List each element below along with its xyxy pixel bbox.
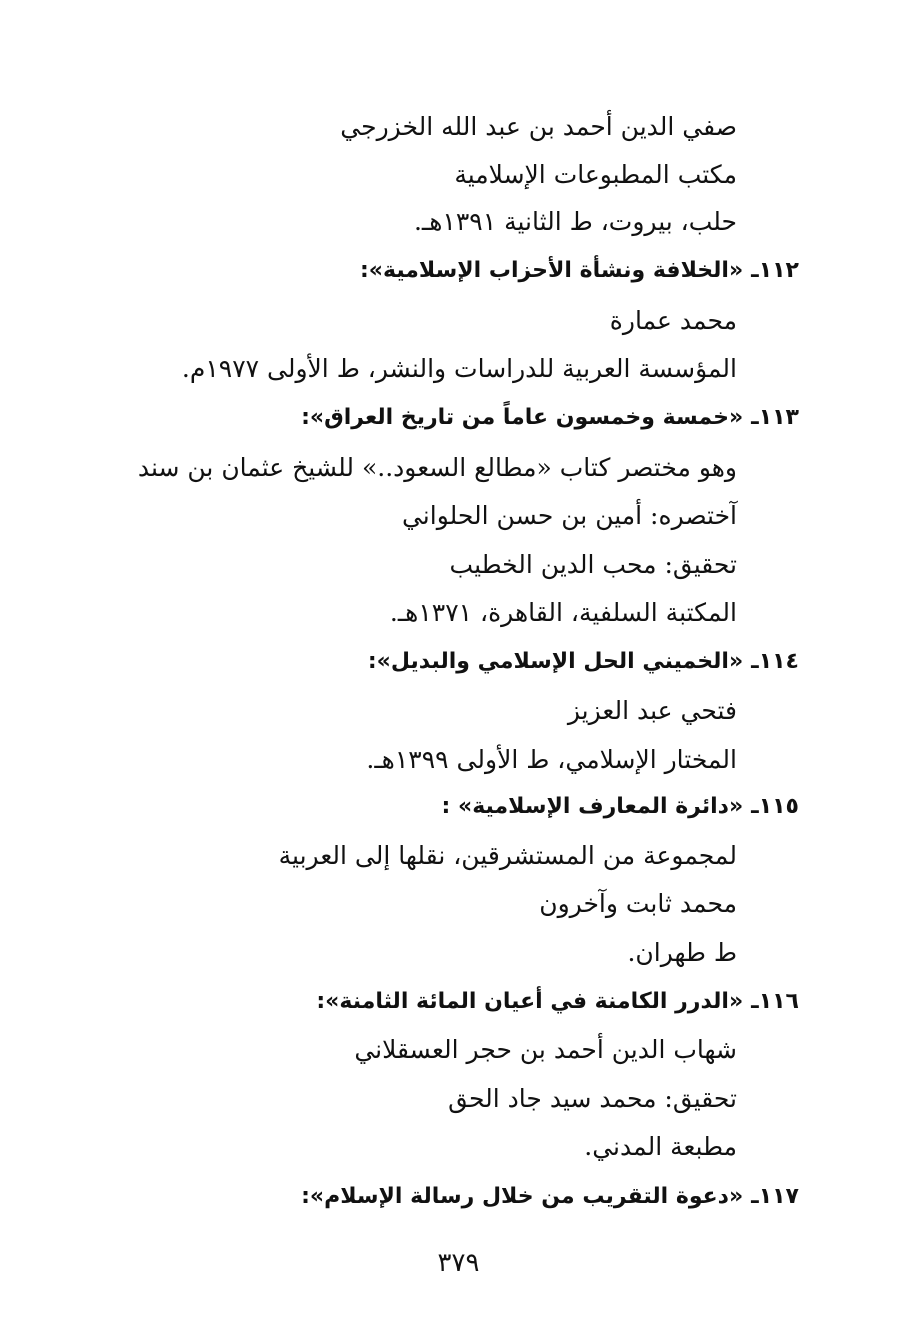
publisher-line: المختار الإسلامي، ط الأولى ١٣٩٩هـ. <box>366 745 737 774</box>
author-line: شهاب الدين أحمد بن حجر العسقلاني <box>354 1035 737 1064</box>
abridger-line: آختصره: أمين بن حسن الحلواني <box>401 501 737 530</box>
publisher-line: المكتبة السلفية، القاهرة، ١٣٧١هـ. <box>389 598 737 627</box>
entry-number: ١١٧ـ <box>751 1184 799 1209</box>
entry-112-title: ١١٢ـ«الخلافة ونشأة الأحزاب الإسلامية»: <box>359 258 799 283</box>
author-line: صفي الدين أحمد بن عبد الله الخزرجي <box>340 112 737 141</box>
entry-number: ١١٤ـ <box>751 649 799 674</box>
entry-number: ١١٥ـ <box>751 794 799 819</box>
author-line: فتحي عبد العزيز <box>567 696 737 725</box>
description-line: لمجموعة من المستشرقين، نقلها إلى العربية <box>278 841 737 870</box>
entry-number: ١١٦ـ <box>751 989 799 1014</box>
entry-117-title: ١١٧ـ«دعوة التقريب من خلال رسالة الإسلام»: <box>301 1184 799 1209</box>
publisher-line: مكتب المطبوعات الإسلامية <box>454 160 737 189</box>
publisher-line: المؤسسة العربية للدراسات والنشر، ط الأولى ١٩٧٧م. <box>181 354 737 383</box>
publisher-line: مطبعة المدني. <box>584 1132 737 1161</box>
page-number: ٣٧٩ <box>437 1248 480 1278</box>
author-line: محمد عمارة <box>609 306 737 335</box>
description-line: وهو مختصر كتاب «مطالع السعود..» للشيخ عثمان بن سند <box>137 453 737 482</box>
entry-114-title: ١١٤ـ«الخميني الحل الإسلامي والبديل»: <box>367 649 799 674</box>
translator-line: محمد ثابت وآخرون <box>539 889 737 918</box>
entry-number: ١١٣ـ <box>751 405 799 430</box>
publisher-line: ط طهران. <box>627 938 737 967</box>
edition-line: حلب، بيروت، ط الثانية ١٣٩١هـ. <box>413 207 737 236</box>
editor-line: تحقيق: محب الدين الخطيب <box>449 550 737 579</box>
entry-115-title: ١١٥ـ«دائرة المعارف الإسلامية» : <box>441 794 799 819</box>
editor-line: تحقيق: محمد سيد جاد الحق <box>448 1084 737 1113</box>
entry-number: ١١٢ـ <box>751 258 799 283</box>
entry-113-title: ١١٣ـ«خمسة وخمسون عاماً من تاريخ العراق»: <box>301 405 799 430</box>
entry-116-title: ١١٦ـ«الدرر الكامنة في أعيان المائة الثامنة»: <box>316 989 799 1014</box>
